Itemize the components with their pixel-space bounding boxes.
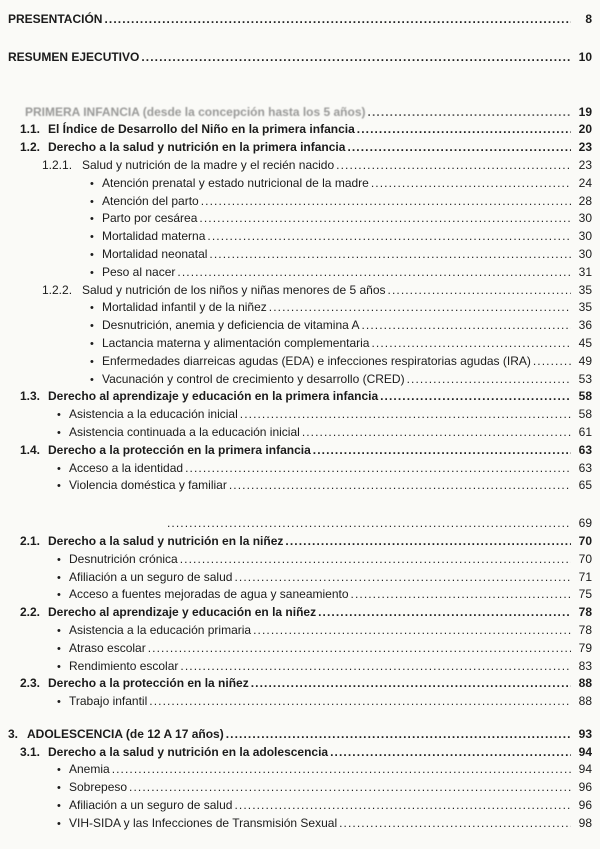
toc-item-number: 2.1. — [20, 533, 41, 548]
toc-item-label: Desnutrición crónica — [69, 551, 178, 566]
toc-item-number: • — [57, 642, 61, 655]
toc-row — [8, 797, 592, 815]
toc-dot-leader — [234, 569, 571, 587]
toc-page-number: 53 — [578, 371, 592, 386]
toc-page-number: 28 — [578, 193, 592, 208]
table-of-contents — [8, 11, 592, 833]
toc-item-label: Sobrepeso — [69, 780, 128, 795]
toc-page-number: 96 — [578, 798, 592, 813]
toc-page-number: 58 — [578, 407, 592, 422]
toc-dot-leader — [368, 104, 571, 122]
toc-row — [8, 388, 592, 406]
toc-row — [8, 604, 592, 622]
toc-item-label: PRIMERA INFANCIA (desde la concepción hasta los 5 años) — [25, 104, 366, 119]
toc-dot-leader — [318, 604, 571, 622]
toc-item-label: Rendimiento escolar — [69, 658, 179, 673]
toc-page-number: 83 — [578, 658, 592, 673]
toc-item-number: • — [57, 782, 61, 795]
toc-item-label: Acceso a fuentes mejoradas de agua y saneamiento — [69, 587, 349, 602]
toc-item-label: Atención del parto — [102, 193, 199, 208]
toc-row — [8, 675, 592, 693]
toc-item-label: Derecho a la salud y nutrición en la primera infancia — [48, 140, 346, 155]
toc-item-label: Desnutrición, anemia y deficiencia de vitamina A — [102, 318, 360, 333]
toc-row — [8, 157, 592, 175]
toc-row — [8, 586, 592, 604]
toc-page-number: 70 — [578, 533, 592, 548]
toc-row — [8, 551, 592, 569]
toc-row — [8, 622, 592, 640]
toc-dot-leader — [226, 726, 571, 744]
toc-item-number: 3. — [8, 726, 19, 741]
toc-dot-leader — [330, 744, 571, 762]
toc-dot-leader — [313, 442, 571, 460]
toc-item-label: Derecho a la salud y nutrición en la adolescencia — [48, 744, 329, 759]
toc-dot-leader — [209, 246, 571, 264]
toc-item-label: Derecho al aprendizaje y educación en la primera infancia — [48, 389, 379, 404]
toc-item-number: • — [57, 571, 61, 584]
toc-dot-leader — [129, 779, 571, 797]
toc-item-label: Vacunación y control de crecimiento y desarrollo (CRED) — [102, 371, 405, 386]
toc-item-number: • — [90, 320, 94, 333]
toc-dot-leader — [388, 282, 571, 300]
toc-item-label: Atención prenatal y estado nutricional de la madre — [102, 175, 369, 190]
toc-dot-leader — [148, 640, 571, 658]
toc-dot-leader — [229, 477, 571, 495]
toc-row — [8, 658, 592, 676]
toc-dot-leader — [177, 264, 571, 282]
toc-page-number: 20 — [578, 122, 592, 137]
toc-dot-leader — [149, 693, 571, 711]
toc-item-label: El Índice de Desarrollo del Niño en la primera infancia — [48, 122, 355, 137]
toc-page-number: 30 — [578, 246, 592, 261]
toc-item-number: • — [57, 764, 61, 777]
toc-item-number: 2.3. — [20, 676, 41, 691]
toc-row — [8, 104, 592, 122]
toc-dot-leader — [207, 228, 571, 246]
toc-dot-leader — [185, 460, 571, 478]
toc-item-number: • — [57, 817, 61, 830]
toc-item-number: • — [57, 800, 61, 813]
toc-page-number: 88 — [578, 676, 592, 691]
toc-dot-leader — [251, 675, 571, 693]
toc-item-number: • — [57, 660, 61, 673]
toc-row — [8, 139, 592, 157]
toc-row — [8, 569, 592, 587]
toc-page-number: 35 — [578, 282, 592, 297]
toc-item-label: Salud y nutrición de la madre y el recién nacido — [82, 157, 335, 172]
toc-row — [8, 282, 592, 300]
toc-row — [8, 11, 592, 29]
toc-item-label: Mortalidad neonatal — [102, 246, 208, 261]
toc-item-label: Lactancia materna y alimentación complementaria — [102, 335, 370, 350]
toc-row — [8, 761, 592, 779]
toc-row — [8, 477, 592, 495]
toc-dot-leader — [371, 175, 571, 193]
toc-page-number: 63 — [578, 460, 592, 475]
toc-item-number: • — [57, 426, 61, 439]
toc-row — [8, 424, 592, 442]
toc-item-number: 1.2. — [20, 140, 41, 155]
toc-page-number: 79 — [578, 640, 592, 655]
toc-item-label: Asistencia continuada a la educación inicial — [69, 424, 300, 439]
toc-item-number: • — [90, 177, 94, 190]
toc-item-number: • — [90, 213, 94, 226]
toc-item-label: PRESENTACIÓN — [8, 12, 103, 26]
toc-page-number: 31 — [578, 264, 592, 279]
toc-item-label: Afiliación a un seguro de salud — [69, 798, 233, 813]
toc-item-number: 1.2.2. — [42, 282, 73, 297]
toc-page-number: 19 — [578, 104, 592, 119]
toc-page-number: 98 — [578, 815, 592, 830]
toc-dot-leader — [167, 515, 571, 533]
toc-dot-leader — [141, 49, 571, 67]
toc-item-number: 1.1. — [20, 122, 41, 137]
toc-row — [8, 406, 592, 424]
toc-item-label: Afiliación a un seguro de salud — [69, 569, 233, 584]
toc-row — [8, 121, 592, 139]
toc-item-number: • — [57, 553, 61, 566]
toc-dot-leader — [240, 406, 571, 424]
toc-dot-leader — [407, 371, 571, 389]
toc-item-label: Asistencia a la educación inicial — [69, 407, 238, 422]
toc-item-number: • — [57, 462, 61, 475]
toc-item-number: • — [90, 266, 94, 279]
toc-item-label: Derecho a la salud y nutrición en la niñez — [48, 533, 284, 548]
toc-item-label: Acceso a la identidad — [69, 460, 184, 475]
toc-row — [8, 175, 592, 193]
toc-dot-leader — [347, 139, 571, 157]
toc-item-label: Salud y nutrición de los niños y niñas menores de 5 años — [82, 282, 386, 297]
toc-row — [8, 317, 592, 335]
toc-item-number: • — [57, 696, 61, 709]
toc-page-number: 93 — [578, 726, 592, 741]
toc-dot-leader — [234, 797, 571, 815]
toc-row — [8, 693, 592, 711]
toc-row — [8, 640, 592, 658]
toc-page-number: 30 — [578, 229, 592, 244]
toc-page-number: 70 — [578, 551, 592, 566]
toc-item-label: Trabajo infantil — [69, 694, 148, 709]
toc-item-number: 1.2.1. — [42, 157, 73, 172]
toc-dot-leader — [104, 11, 571, 29]
toc-item-number: • — [90, 195, 94, 208]
toc-row — [8, 726, 592, 744]
toc-row — [8, 193, 592, 211]
toc-page-number: 58 — [578, 389, 592, 404]
toc-page-number: 30 — [578, 211, 592, 226]
toc-row — [8, 210, 592, 228]
toc-item-number: 2.2. — [20, 605, 41, 620]
toc-page-number: 75 — [578, 587, 592, 602]
toc-page-number: 71 — [578, 569, 592, 584]
toc-item-label: Peso al nacer — [102, 264, 176, 279]
toc-item-label: Mortalidad infantil y de la niñez — [102, 300, 267, 315]
toc-page-number: 24 — [578, 175, 592, 190]
toc-row — [8, 779, 592, 797]
toc-item-number: 1.4. — [20, 442, 41, 457]
toc-dot-leader — [201, 193, 571, 211]
toc-dot-leader — [533, 353, 571, 371]
toc-row — [8, 442, 592, 460]
toc-item-label: Derecho a la protección en la niñez — [48, 676, 249, 691]
toc-item-number: • — [90, 373, 94, 386]
toc-item-number: 3.1. — [20, 744, 41, 759]
toc-row — [8, 228, 592, 246]
toc-dot-leader — [180, 551, 571, 569]
toc-dot-leader — [371, 335, 571, 353]
toc-item-label: Atraso escolar — [69, 640, 146, 655]
toc-item-number: • — [57, 589, 61, 602]
toc-row — [8, 264, 592, 282]
toc-dot-leader — [285, 533, 571, 551]
toc-item-number: • — [90, 302, 94, 315]
toc-item-label: Enfermedades diarreicas agudas (EDA) e infecciones respiratorias agudas (IRA) — [102, 353, 531, 368]
toc-row — [8, 460, 592, 478]
toc-dot-leader — [380, 388, 571, 406]
toc-dot-leader — [357, 121, 571, 139]
toc-dot-leader — [351, 586, 571, 604]
toc-page-number: 35 — [578, 300, 592, 315]
toc-item-number: • — [57, 409, 61, 422]
toc-page-number: 65 — [578, 478, 592, 493]
toc-page-number: 96 — [578, 780, 592, 795]
toc-dot-leader — [180, 658, 571, 676]
toc-item-number: • — [57, 480, 61, 493]
toc-dot-leader — [302, 424, 571, 442]
toc-item-number: 1.3. — [20, 389, 41, 404]
toc-item-label: VIH-SIDA y las Infecciones de Transmisión Sexual — [69, 815, 338, 830]
toc-row — [8, 744, 592, 762]
toc-page-number: 10 — [578, 49, 592, 64]
toc-row — [8, 246, 592, 264]
toc-row — [8, 533, 592, 551]
toc-dot-leader — [253, 622, 571, 640]
toc-page-number: 94 — [578, 744, 592, 759]
toc-page-number: 36 — [578, 318, 592, 333]
toc-item-number: • — [57, 624, 61, 637]
toc-dot-leader — [269, 299, 571, 317]
toc-page-number: 49 — [578, 353, 592, 368]
toc-item-label: Mortalidad materna — [102, 229, 206, 244]
toc-page-number: 61 — [578, 424, 592, 439]
toc-item-label: RESUMEN EJECUTIVO — [8, 49, 140, 64]
toc-dot-leader — [112, 761, 571, 779]
toc-item-label: Parto por cesárea — [102, 211, 198, 226]
toc-row — [8, 815, 592, 833]
toc-row — [8, 299, 592, 317]
toc-row — [8, 353, 592, 371]
toc-dot-leader — [339, 815, 571, 833]
toc-item-label: Derecho al aprendizaje y educación en la niñez — [48, 605, 317, 620]
toc-page-number: 63 — [578, 442, 592, 457]
toc-item-number: • — [90, 231, 94, 244]
toc-item-number: • — [90, 248, 94, 261]
toc-page-number: 94 — [578, 762, 592, 777]
toc-item-label: Asistencia a la educación primaria — [69, 622, 252, 637]
toc-row — [8, 49, 592, 67]
toc-page-number: 69 — [578, 516, 592, 531]
toc-page-number: 88 — [578, 694, 592, 709]
toc-item-label: Derecho a la protección en la primera infancia — [48, 442, 311, 457]
toc-page-number: 78 — [578, 605, 592, 620]
toc-page-number: 23 — [578, 157, 592, 172]
toc-item-label: Anemia — [69, 762, 110, 777]
toc-row — [8, 515, 592, 533]
toc-page-number: 45 — [578, 335, 592, 350]
toc-item-number: • — [90, 355, 94, 368]
toc-dot-leader — [199, 210, 571, 228]
toc-page-number: 78 — [578, 622, 592, 637]
toc-item-label: Violencia doméstica y familiar — [69, 478, 227, 493]
toc-dot-leader — [361, 317, 571, 335]
toc-page-number: 8 — [585, 12, 592, 26]
toc-page-number: 23 — [578, 140, 592, 155]
toc-row — [8, 335, 592, 353]
toc-item-number: • — [90, 337, 94, 350]
toc-row — [8, 371, 592, 389]
toc-dot-leader — [336, 157, 571, 175]
toc-item-label: ADOLESCENCIA (de 12 A 17 años) — [27, 726, 224, 741]
